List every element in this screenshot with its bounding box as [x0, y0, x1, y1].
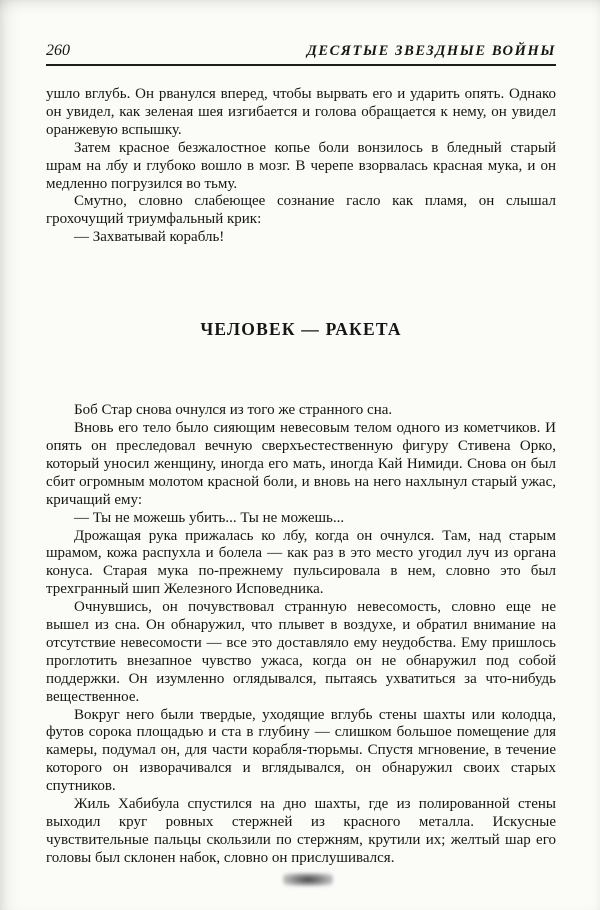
running-title: ДЕСЯТЫЕ ЗВЕЗДНЫЕ ВОЙНЫ — [306, 43, 556, 59]
paragraph: Вновь его тело было сияющим невесовым телом одного из кометчиков. И опять он преследовал вечную сверхъестественную фигуру Стивена Орко, который уносил женщину, иногда его мать, иногда Кай Нимиди. Снова он был сбит огромным молотом красной боли, и вновь на него нахлынул старый ужас, кричащий ему: — [46, 420, 556, 508]
chapter-title: ЧЕЛОВЕК — РАКЕТА — [200, 319, 402, 340]
scan-artifact — [283, 873, 333, 886]
dialogue-line: — Ты не можешь убить... Ты не можешь... — [74, 509, 345, 526]
text-block — [46, 86, 556, 868]
paragraph: ушло вглубь. Он рванулся вперед, чтобы вырвать его и ударить опять. Однако он увидел, как зеленая шея изгибается и голова обращается к нему, он увидел оранжевую вспышку. — [46, 86, 556, 138]
paragraph: Боб Стар снова очнулся из того же странного сна. — [74, 402, 393, 419]
paragraph: Дрожащая рука прижалась ко лбу, когда он очнулся. Там, над старым шрамом, кожа распухла и болела — как раз в это место угодил луч из органа конуса. Старая мука по-прежнему пульсировала в нем, словно это был трехгранный шип Железного Исповедника. — [46, 527, 556, 598]
paragraph: Вокруг него были твердые, уходящие вглубь стены шахты или колодца, футов сорока площадью и ста в глубину — слишком большое помещение для камеры, подумал он, для части корабля-тюрьмы. Спустя мгновение, в течение которого он изворачивался и вглядывался, он обнаружил своих старых спутников. — [46, 706, 556, 795]
page-number: 260 — [46, 42, 70, 59]
paragraph: Жиль Хабибула спустился на дно шахты, где из полированной стены выходил круг ровных стержней из красного металла. Искусные чувствительные пальцы скользили по стержням, крутили их; желтый шар его головы был склонен набок, словно он прислушивался. — [46, 796, 556, 866]
dialogue-line: — Захватывай корабль! — [74, 229, 225, 246]
page-header — [46, 42, 556, 60]
header-rule — [46, 64, 556, 66]
paragraph: Затем красное безжалостное копье боли вонзилось в бледный старый шрам на лбу и глубоко вошло в мозг. В черепе взорвалась красная мука, и он медленно погрузился во тьму. — [46, 139, 556, 192]
paragraph: Смутно, словно слабеющее сознание гасло как пламя, он слышал грохочущий триумфальный крик: — [46, 193, 556, 228]
paragraph: Очнувшись, он почувствовал странную невесомость, словно еще не вышел из сна. Он обнаружил, что плывет в воздухе, и обратил внимание на отсутствие невесомости — все это доставляло ему неудобства. Ему пришлось проглотить внезапное чувство ужаса, когда он не обнаружил под собой поддержки. Он изумленно оглядывался, пытаясь ухватиться за что-нибудь вещественное. — [46, 599, 556, 705]
